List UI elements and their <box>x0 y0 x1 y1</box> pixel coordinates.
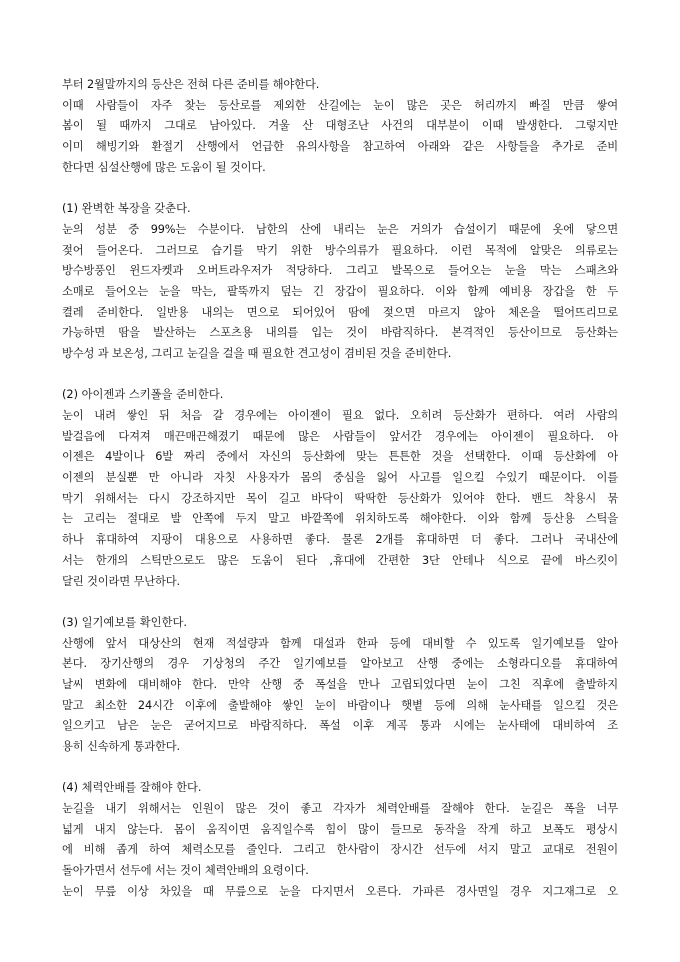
section-heading-clothing: (1) 완벽한 복장을 갖춘다. <box>62 202 191 216</box>
text-line: 눈이 내려 쌓인 뒤 처음 갈 경우에는 아이젠이 필요 없다. 오히려 등산화가 편하다. 여러 사람의 <box>62 409 618 422</box>
text-line: 막기 위해서는 다시 강조하지만 목이 길고 바닥이 딱딱한 등산화가 있어야 한다. 밴드 착용시 묶 <box>62 491 618 505</box>
section-body-crampons <box>62 406 618 592</box>
text-line: 이젠의 분실뿐 만 아니라 자칫 사용자가 몸의 중심을 잃어 사고를 일으킬 수있기 때문이다. 이를 <box>62 471 618 485</box>
text-line: 달린 것이라면 무난하다. <box>62 574 180 588</box>
text-line: 방수방풍인 윈드자켓과 오버트라우저가 적당하다. 그리고 발목으로 들어오는 눈을 막는 스패츠와 <box>62 264 618 278</box>
text-line: 이미 해빙기와 환절기 산행에서 언급한 유의사항을 참고하여 아래와 같은 사항들을 추가로 준비 <box>62 140 618 154</box>
document-page <box>62 75 618 903</box>
intro-paragraph <box>62 75 618 178</box>
text-line: 눈길을 내기 위해서는 인원이 많은 것이 좋고 각자가 체력안배를 잘해야 한다. 눈길은 폭을 너무 <box>62 802 618 816</box>
text-line: 날씨 변화에 대비해야 한다. 만약 산행 중 폭설을 만나 고립되었다면 눈이 그친 직후에 출발하지 <box>62 677 618 691</box>
text-line: 켤레 준비한다. 일반용 내의는 면으로 되어있어 땀에 젖으면 마르지 않아 체온을 떨어뜨리므로 <box>62 305 618 319</box>
text-line: 는 고리는 절대로 발 안쪽에 두지 말고 바깥쪽에 위치하도록 해야한다. 이와 함께 등산용 스틱을 <box>62 512 618 526</box>
text-line: 눈이 무릎 이상 차있을 때 무릎으로 눈을 다지면서 오른다. 가파른 경사면일 경우 지그재그로 오 <box>62 884 618 898</box>
text-line: 발걸음에 다져져 매끈매끈해졌기 때문에 많은 사람들이 앞서간 경우에는 아이젠이 필요하다. 아 <box>62 429 618 443</box>
text-line: 가능하면 땀을 발산하는 스포츠용 내의를 입는 것이 바람직하다. 본격적인 등산이므로 등산화는 <box>62 326 618 340</box>
section-body-forecast <box>62 634 618 758</box>
text-line: 젖어 들어온다. 그러므로 습기를 막기 위한 방수의류가 필요하다. 이런 목적에 알맞은 의류로는 <box>62 243 618 257</box>
text-line: 부터 2월말까지의 등산은 전혀 다른 준비를 해야한다. <box>62 78 320 91</box>
text-line: 일으키고 남은 눈은 굳어지므로 바람직하다. 폭설 이후 계곡 통과 시에는 눈사태에 대비하여 조 <box>62 719 618 733</box>
text-line: 에 비해 좁게 하여 체력소모를 줄인다. 그리고 한사람이 장시간 선두에 서지 말고 교대로 전원이 <box>62 843 618 857</box>
section-heading-crampons: (2) 아이젠과 스키폴을 준비한다. <box>62 388 224 402</box>
text-line: 말고 최소한 24시간 이후에 출발해야 쌓인 눈이 바람이나 햇볕 등에 의해 눈사태를 일으킬 것은 <box>62 698 618 712</box>
text-line: 용히 신속하게 통과한다. <box>62 740 180 753</box>
text-line: 서는 한개의 스틱만으로도 많은 도움이 된다 ,휴대에 간편한 3단 안테나 식으로 끝에 바스킷이 <box>62 553 618 567</box>
text-line: 방수성 과 보온성, 그리고 눈길을 걸을 때 필요한 견고성이 겸비된 것을 준비한다. <box>62 346 452 360</box>
text-line: 돌아가면서 선두에 서는 것이 체력안배의 요령이다. <box>62 864 309 878</box>
text-line: 산행에 앞서 대상산의 현재 적설량과 함께 대설과 한파 등에 대비할 수 있도록 일기예보를 알아 <box>62 636 618 650</box>
text-line: 이젠은 4발이나 6발 짜리 중에서 자신의 등산화에 맞는 튼튼한 것을 선택한다. 이때 등산화에 아 <box>62 450 618 464</box>
text-line: 이때 사람들이 자주 찾는 등산로를 제외한 산길에는 눈이 많은 곳은 허리까지 빠질 만큼 쌓여 <box>62 98 618 112</box>
section-heading-forecast: (3) 일기예보를 확인한다. <box>62 615 187 629</box>
section-body-clothing <box>62 220 618 365</box>
text-line: 하나 휴대하여 지팡이 대용으로 사용하면 좋다. 물론 2개를 휴대하면 더 좋다. 그러나 국내산에 <box>62 533 618 547</box>
text-line: 눈의 성분 중 99%는 수분이다. 남한의 산에 내리는 눈은 거의가 습설이기 때문에 옷에 닿으면 <box>62 222 618 236</box>
section-body-stamina <box>62 799 618 902</box>
text-line: 본다. 장기산행의 경우 기상청의 주간 일기예보를 알아보고 산행 중에는 소형라디오를 휴대하여 <box>62 657 618 671</box>
section-heading-stamina: (4) 체력안배를 잘해야 한다. <box>62 781 202 795</box>
text-line: 봄이 될 때까지 그대로 남아있다. 겨울 산 대형조난 사건의 대부분이 이때 발생한다. 그렇지만 <box>62 119 618 133</box>
text-line: 넓게 내지 않는다. 몸이 움직이면 움직일수록 힘이 많이 들므로 동작을 작게 하고 보폭도 평상시 <box>62 822 618 836</box>
text-line: 한다면 심설산행에 많은 도움이 될 것이다. <box>62 160 266 174</box>
text-line: 소매로 들어오는 눈을 막는, 팔뚝까지 덮는 긴 장갑이 필요하다. 이와 함께 예비용 장갑을 한 두 <box>62 284 618 298</box>
